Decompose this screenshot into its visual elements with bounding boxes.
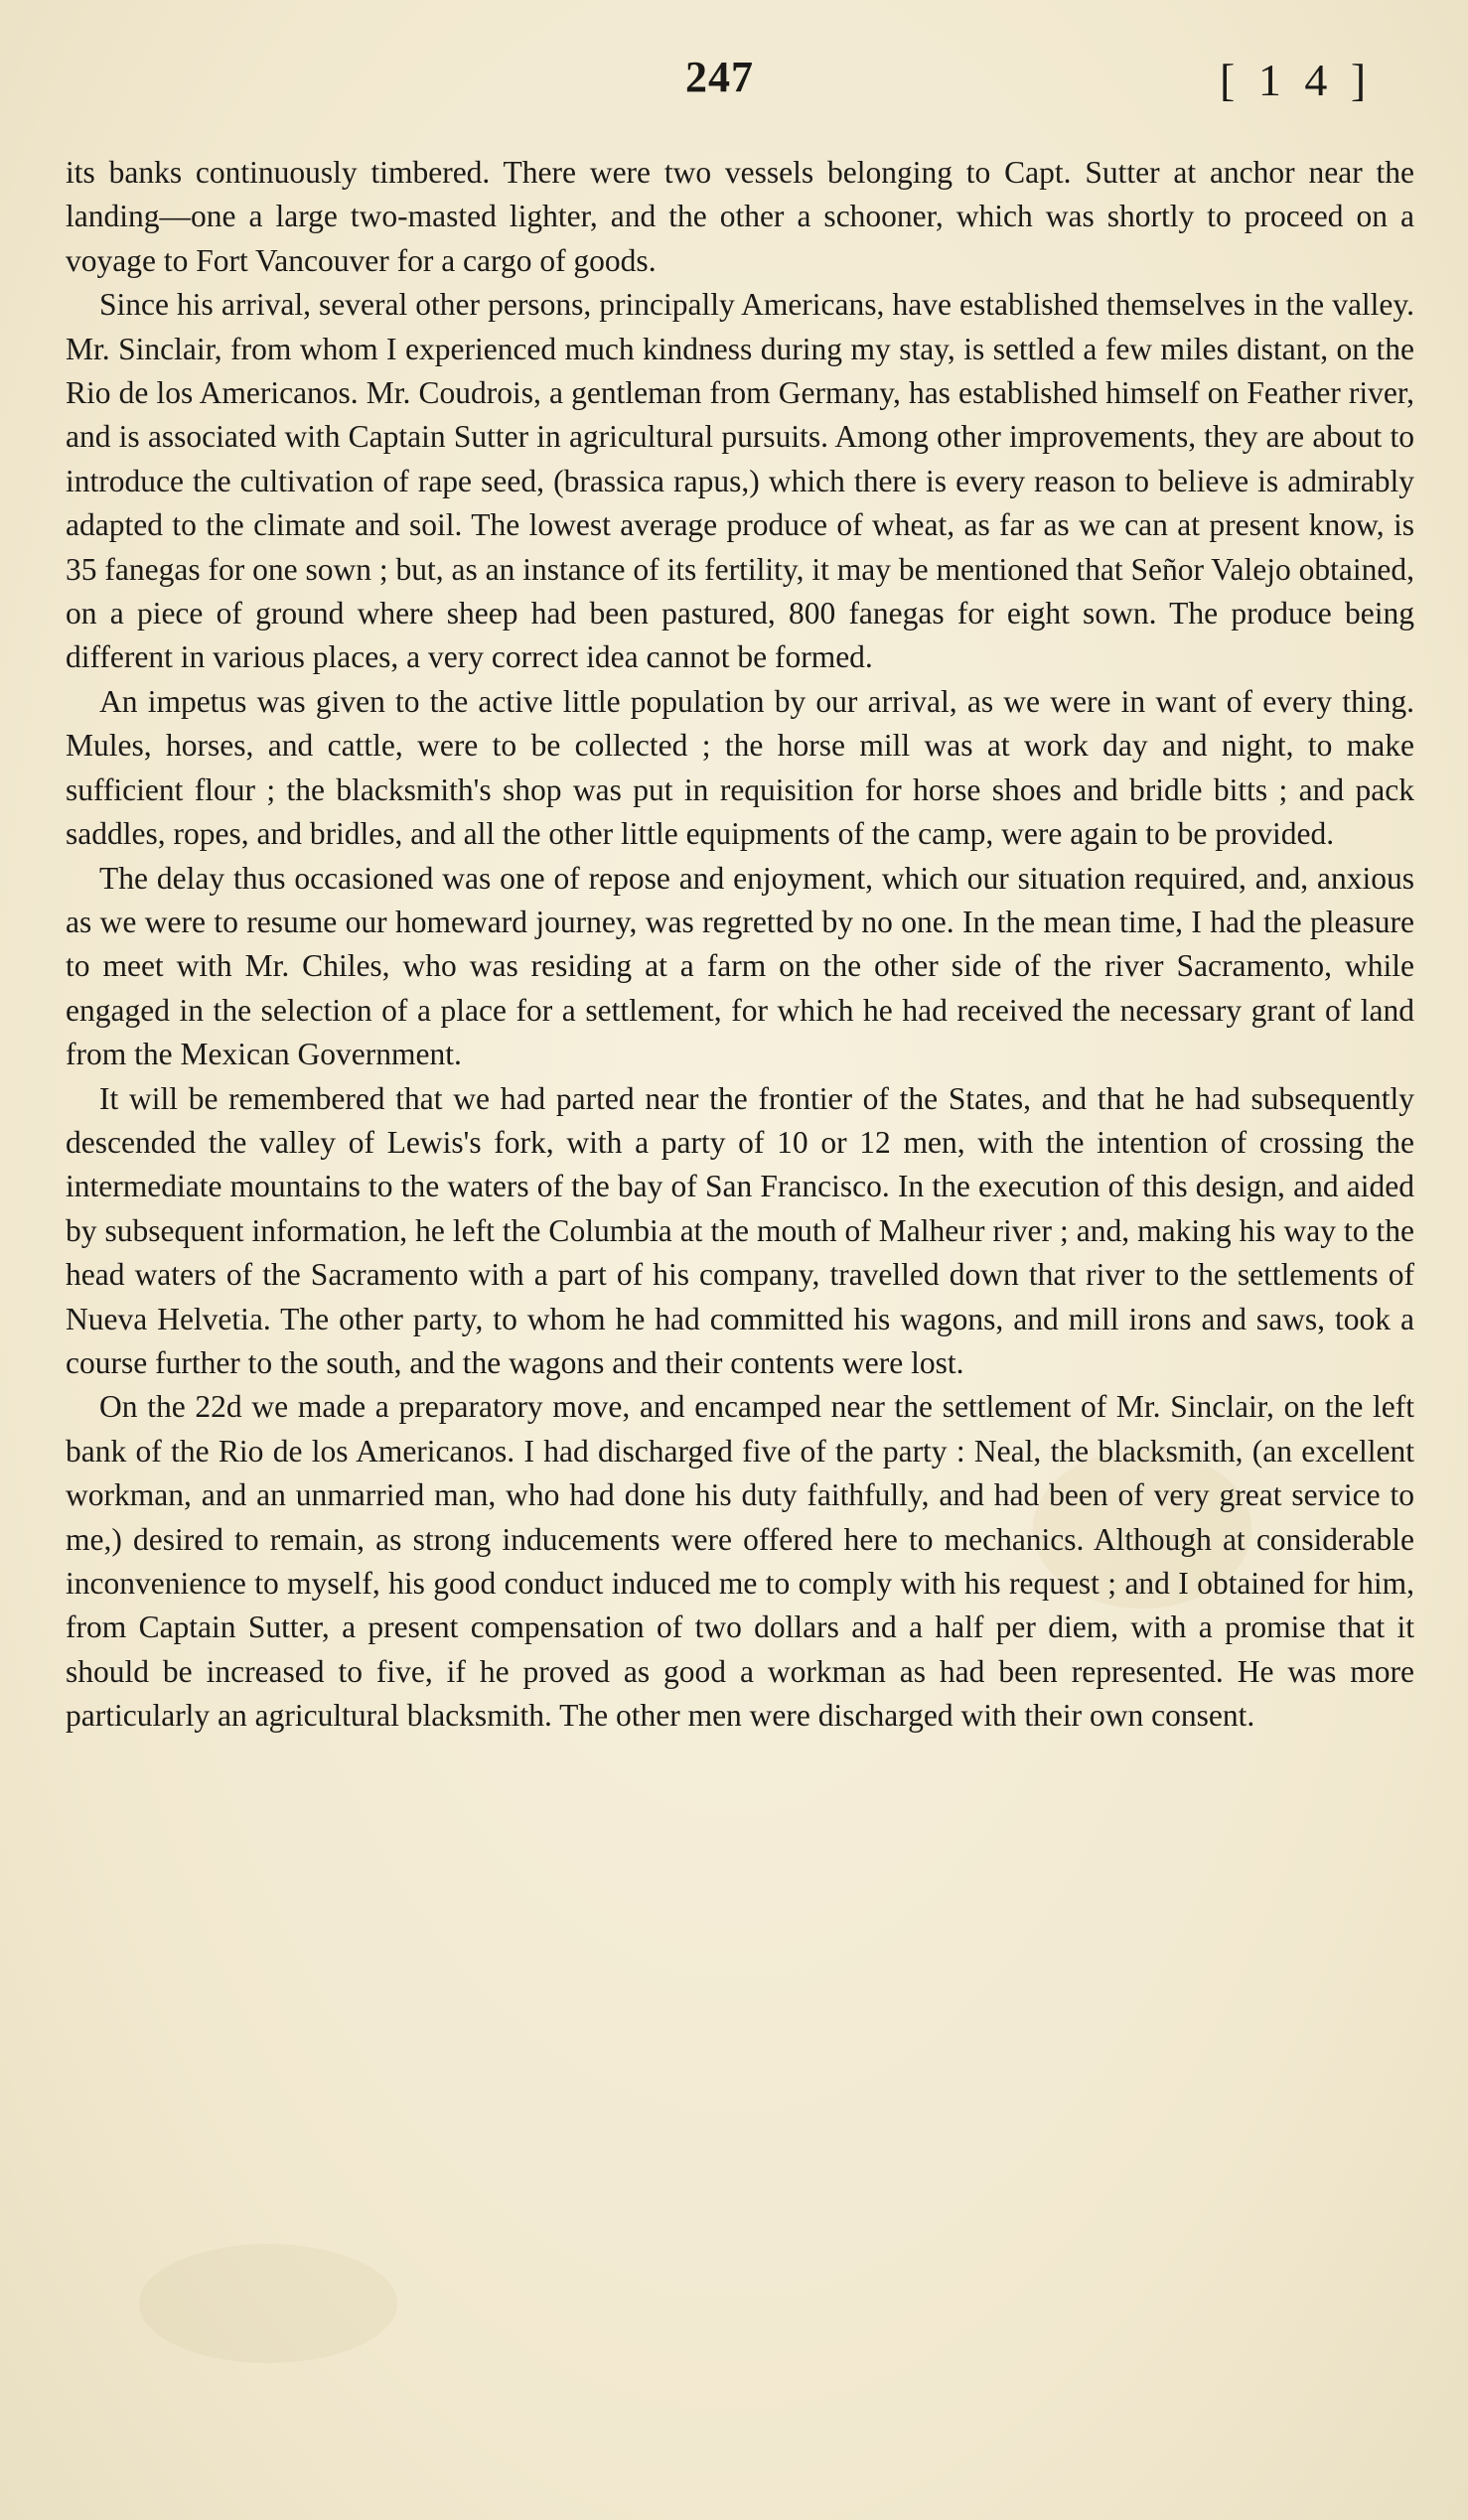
paragraph: The delay thus occasioned was one of repose and enjoyment, which our situation required, and, anxious as we were to resume our homeward journey, was regretted by no one. In the mean time, I had the pleasure to meet with Mr. Chiles, who was residing at a farm on the other side of the river Sacramento, while engaged in the selection of a place for a settlement, for which he had received the necessary grant of land from the Mexican Government. [66,860,1414,1072]
page-header [0,52,1468,121]
body-text [66,151,1414,1739]
signature-mark: [ 1 4 ] [1220,55,1373,105]
paragraph: On the 22d we made a preparatory move, and encamped near the settlement of Mr. Sinclair, on the left bank of the Rio de los Americanos. I had discharged five of the party : Neal, the blacksmith, (an excellent workman, and an unmarried man, who had done his duty faithfully, and had been of very great service to me,) desired to remain, as strong inducements were offered here to mechanics. Although at considerable inconvenience to myself, his good conduct induced me to comply with his request ; and I obtained for him, from Captain Sutter, a present compensation of two dollars and a half per diem, with a promise that it should be increased to five, if he proved as good a workman as had been represented. He was more particularly an agricultural blacksmith. The other men were discharged with their own consent. [66,1389,1414,1734]
paragraph: It will be remembered that we had parted near the frontier of the States, and that he had subsequently descended the valley of Lewis's fork, with a party of 10 or 12 men, with the intention of crossing the intermediate mountains to the waters of the bay of San Francisco. In the execution of this design, and aided by subsequent information, he left the Columbia at the mouth of Malheur river ; and, making his way to the head waters of the Sacramento with a part of his company, travelled down that river to the settlements of Nueva Helvetia. The other party, to whom he had committed his wagons, and mill irons and saws, took a course further to the south, and the wagons and their contents were lost. [66,1080,1414,1380]
paper-stain [139,2244,397,2363]
paragraph: its banks continuously timbered. There were two vessels belonging to Capt. Sutter at anchor near the landing—one a large two-masted lighter, and the other a schooner, which was shortly to proceed on a voyage to Fort Vancouver for a cargo of goods. [66,155,1414,278]
page-number: 247 [685,53,754,101]
paragraph: An impetus was given to the active little population by our arrival, as we were in want of every thing. Mules, horses, and cattle, were to be collected ; the horse mill was at work day and night, to make sufficient flour ; the blacksmith's shop was put in requisition for horse shoes and bridle bitts ; and pack saddles, ropes, and bridles, and all the other little equipments of the camp, were again to be provided. [66,683,1414,852]
paragraph: Since his arrival, several other persons, principally Americans, have established themselves in the valley. Mr. Sinclair, from whom I experienced much kindness during my stay, is settled a few miles distant, on the Rio de los Americanos. Mr. Coudrois, a gentleman from Germany, has established himself on Feather river, and is associated with Captain Sutter in agricultural pursuits. Among other improvements, they are about to introduce the cultivation of rape seed, (brassica rapus,) which there is every reason to believe is admirably adapted to the climate and soil. The lowest average produce of wheat, as far as we can at present know, is 35 fanegas for one sown ; but, as an instance of its fertility, it may be mentioned that Señor Valejo obtained, on a piece of ground where sheep had been pastured, 800 fanegas for eight sown. The produce being different in various places, a very correct idea cannot be formed. [66,287,1414,675]
